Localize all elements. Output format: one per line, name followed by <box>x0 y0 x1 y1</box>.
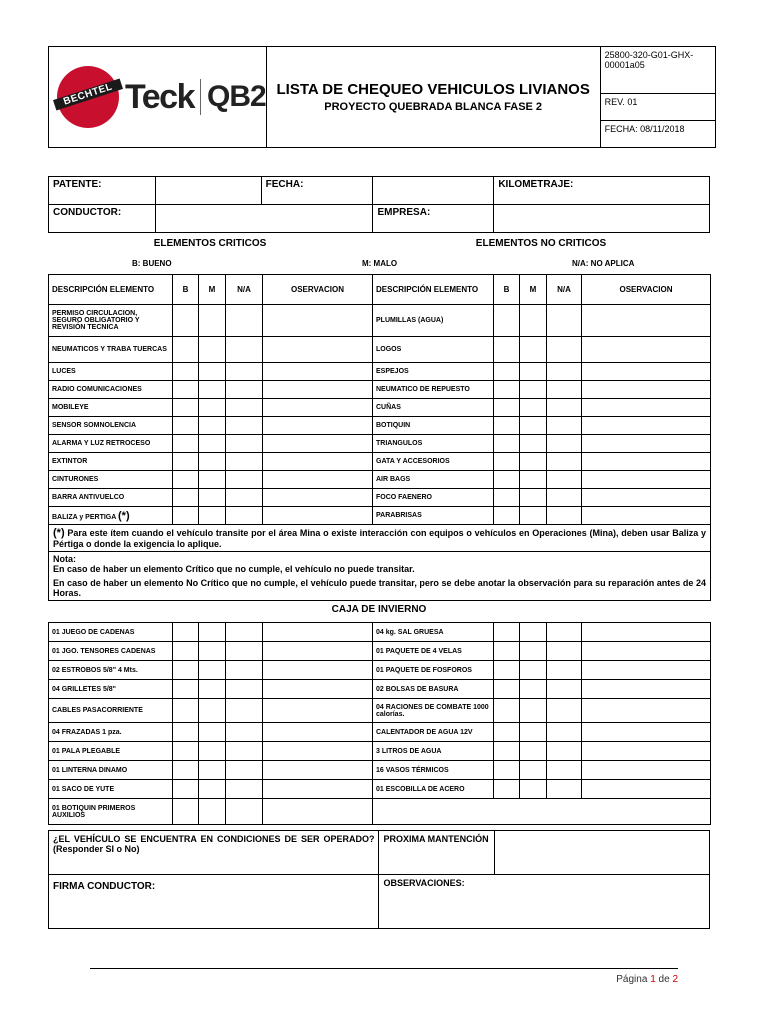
winter-item: 01 PAQUETE DE 4 VELAS <box>373 642 494 661</box>
check-m[interactable] <box>520 507 547 525</box>
proxima-mantencion-label: PROXIMA MANTENCIÓN <box>379 831 495 875</box>
noncritical-item: PARABRISAS <box>373 507 494 525</box>
obs-field[interactable] <box>263 399 373 417</box>
obs-field[interactable] <box>263 761 373 780</box>
check-na[interactable] <box>226 699 263 723</box>
check-m[interactable] <box>199 399 226 417</box>
check-na[interactable] <box>226 799 263 825</box>
check-b[interactable] <box>173 363 199 381</box>
check-b[interactable] <box>173 623 199 642</box>
firma-conductor-label: FIRMA CONDUCTOR: <box>53 881 156 892</box>
col-b: B <box>494 275 520 305</box>
check-b[interactable] <box>494 305 520 337</box>
obs-field[interactable] <box>263 680 373 699</box>
check-b[interactable] <box>494 399 520 417</box>
logo-divider <box>200 79 201 115</box>
table-row <box>49 723 711 742</box>
check-b[interactable] <box>494 417 520 435</box>
check-m[interactable] <box>199 381 226 399</box>
check-na[interactable] <box>547 453 582 471</box>
check-b[interactable] <box>494 489 520 507</box>
table-row <box>49 799 711 825</box>
check-b[interactable] <box>494 680 520 699</box>
obs-field[interactable] <box>582 642 711 661</box>
check-m[interactable] <box>199 507 226 525</box>
check-m[interactable] <box>520 642 547 661</box>
critical-item: LUCES <box>49 363 173 381</box>
obs-field[interactable] <box>263 471 373 489</box>
table-row <box>49 453 711 471</box>
noncritical-item: FOCO FAENERO <box>373 489 494 507</box>
check-b[interactable] <box>173 699 199 723</box>
obs-field[interactable] <box>582 453 711 471</box>
conductor-label: CONDUCTOR: <box>49 205 156 233</box>
check-m[interactable] <box>199 337 226 363</box>
critical-star-mark: (*) <box>118 509 130 522</box>
check-m[interactable] <box>520 661 547 680</box>
check-b[interactable] <box>173 337 199 363</box>
check-m[interactable] <box>520 399 547 417</box>
check-m[interactable] <box>199 363 226 381</box>
doc-code: 25800-320-G01-GHX-00001a05 <box>600 47 715 94</box>
check-m[interactable] <box>199 780 226 799</box>
obs-field[interactable] <box>263 417 373 435</box>
noncritical-item: TRIANGULOS <box>373 435 494 453</box>
document-subtitle: PROYECTO QUEBRADA BLANCA FASE 2 <box>324 101 543 113</box>
check-b[interactable] <box>173 489 199 507</box>
table-row <box>49 642 711 661</box>
check-m[interactable] <box>199 661 226 680</box>
check-b[interactable] <box>494 623 520 642</box>
check-b[interactable] <box>173 799 199 825</box>
obs-field[interactable] <box>263 642 373 661</box>
obs-field[interactable] <box>263 623 373 642</box>
winter-item: 04 RACIONES DE COMBATE 1000 calorías. <box>373 699 494 723</box>
obs-field[interactable] <box>263 305 373 337</box>
winter-item: 02 BOLSAS DE BASURA <box>373 680 494 699</box>
obs-field[interactable] <box>263 453 373 471</box>
check-m[interactable] <box>199 305 226 337</box>
nota-block <box>49 552 711 601</box>
check-m[interactable] <box>520 742 547 761</box>
obs-field[interactable] <box>263 337 373 363</box>
col-obs: OSERVACION <box>263 275 373 305</box>
table-row <box>49 699 711 723</box>
obs-field[interactable] <box>582 507 711 525</box>
table-row <box>49 435 711 453</box>
check-b[interactable] <box>173 453 199 471</box>
obs-field[interactable] <box>582 661 711 680</box>
winter-item: 01 PAQUETE DE FOSFOROS <box>373 661 494 680</box>
obs-field[interactable] <box>263 723 373 742</box>
check-na[interactable] <box>226 507 263 525</box>
winter-item: 01 JGO. TENSORES CADENAS <box>49 642 173 661</box>
check-na[interactable] <box>226 363 263 381</box>
obs-field[interactable] <box>582 723 711 742</box>
table-row <box>49 305 711 337</box>
check-b[interactable] <box>494 699 520 723</box>
check-na[interactable] <box>547 381 582 399</box>
check-b[interactable] <box>494 661 520 680</box>
critical-item: CINTURONES <box>49 471 173 489</box>
obs-field[interactable] <box>263 381 373 399</box>
noncritical-item: AIR BAGS <box>373 471 494 489</box>
winter-item-empty <box>373 799 711 825</box>
no-criticos-heading: ELEMENTOS NO CRITICOS <box>475 238 607 249</box>
check-na[interactable] <box>547 699 582 723</box>
check-na[interactable] <box>547 507 582 525</box>
check-m[interactable] <box>199 761 226 780</box>
check-na[interactable] <box>547 305 582 337</box>
critical-item: EXTINTOR <box>49 453 173 471</box>
winter-item: 01 ESCOBILLA DE ACERO <box>373 780 494 799</box>
winter-item: 01 SACO DE YUTE <box>49 780 173 799</box>
table-row <box>49 780 711 799</box>
table-row <box>49 661 711 680</box>
fecha-label: FECHA: <box>261 177 373 205</box>
check-b[interactable] <box>173 381 199 399</box>
proxima-mantencion-field[interactable] <box>495 831 710 875</box>
check-na[interactable] <box>547 417 582 435</box>
kilometraje-field[interactable] <box>494 177 710 205</box>
noncritical-item: LOGOS <box>373 337 494 363</box>
check-m[interactable] <box>520 363 547 381</box>
check-na[interactable] <box>226 623 263 642</box>
check-b[interactable] <box>494 742 520 761</box>
patente-label: PATENTE: <box>49 177 156 205</box>
check-m[interactable] <box>520 680 547 699</box>
critical-item: MOBILEYE <box>49 399 173 417</box>
check-na[interactable] <box>547 761 582 780</box>
check-na[interactable] <box>226 471 263 489</box>
winter-item: 01 JUEGO DE CADENAS <box>49 623 173 642</box>
table-row <box>49 337 711 363</box>
nota-2: En caso de haber un elemento No Crítico que no cumple, el vehículo puede transitar, pero se debe anotar la observación para su reparación antes de 24 Horas. <box>53 578 706 598</box>
col-obs: OSERVACION <box>582 275 711 305</box>
check-b[interactable] <box>494 761 520 780</box>
observaciones-field[interactable] <box>379 875 710 929</box>
obs-field[interactable] <box>263 799 373 825</box>
document-header <box>48 46 716 148</box>
noncritical-item: BOTIQUIN <box>373 417 494 435</box>
check-b[interactable] <box>173 742 199 761</box>
winter-item: 3 LITROS DE AGUA <box>373 742 494 761</box>
check-m[interactable] <box>520 417 547 435</box>
obs-field[interactable] <box>263 742 373 761</box>
logo-area <box>49 47 267 148</box>
table-row <box>49 742 711 761</box>
check-na[interactable] <box>226 337 263 363</box>
check-m[interactable] <box>520 381 547 399</box>
obs-field[interactable] <box>582 399 711 417</box>
critical-item: PERMISO CIRCULACION, SEGURO OBLIGATORIO Y REVISIÓN TECNICA <box>49 305 173 337</box>
check-m[interactable] <box>199 471 226 489</box>
winter-item: CABLES PASACORRIENTE <box>49 699 173 723</box>
firma-conductor-field[interactable] <box>49 875 379 929</box>
noncritical-item: PLUMILLAS (AGUA) <box>373 305 494 337</box>
check-na[interactable] <box>547 623 582 642</box>
check-m[interactable] <box>199 642 226 661</box>
check-m[interactable] <box>199 799 226 825</box>
check-na[interactable] <box>226 661 263 680</box>
winter-item: 02 ESTROBOS 5/8" 4 Mts. <box>49 661 173 680</box>
winter-item: 01 PALA PLEGABLE <box>49 742 173 761</box>
winter-item: 01 LINTERNA DINAMO <box>49 761 173 780</box>
col-m: M <box>520 275 547 305</box>
check-m[interactable] <box>520 761 547 780</box>
check-m[interactable] <box>520 337 547 363</box>
check-na[interactable] <box>547 680 582 699</box>
check-b[interactable] <box>494 363 520 381</box>
table-row <box>49 381 711 399</box>
check-na[interactable] <box>226 680 263 699</box>
check-m[interactable] <box>520 471 547 489</box>
obs-field[interactable] <box>263 507 373 525</box>
critical-item: ALARMA Y LUZ RETROCESO <box>49 435 173 453</box>
check-m[interactable] <box>199 417 226 435</box>
empresa-field[interactable] <box>494 205 710 233</box>
qb2-logo: QB2 <box>206 80 266 113</box>
obs-field[interactable] <box>582 337 711 363</box>
critical-item: BALIZA y PERTIGA (*) <box>49 507 173 525</box>
check-na[interactable] <box>226 417 263 435</box>
obs-field[interactable] <box>263 435 373 453</box>
table-row <box>49 399 711 417</box>
check-b[interactable] <box>494 337 520 363</box>
obs-field[interactable] <box>263 363 373 381</box>
check-b[interactable] <box>173 417 199 435</box>
check-b[interactable] <box>173 642 199 661</box>
col-desc: DESCRIPCIÓN ELEMENTO <box>373 275 494 305</box>
noncritical-item: ESPEJOS <box>373 363 494 381</box>
noncritical-item: GATA Y ACCESORIOS <box>373 453 494 471</box>
star-note-row <box>49 525 711 552</box>
observaciones-label: OBSERVACIONES: <box>383 878 465 888</box>
conductor-field[interactable] <box>155 205 373 233</box>
check-na[interactable] <box>547 363 582 381</box>
check-na[interactable] <box>547 435 582 453</box>
check-m[interactable] <box>199 453 226 471</box>
winter-item: 04 GRILLETES 5/8" <box>49 680 173 699</box>
check-na[interactable] <box>226 723 263 742</box>
nota-row <box>49 552 711 601</box>
check-b[interactable] <box>173 680 199 699</box>
bechtel-logo: BECHTEL <box>57 66 119 128</box>
obs-field[interactable] <box>582 699 711 723</box>
check-na[interactable] <box>226 381 263 399</box>
obs-field[interactable] <box>582 761 711 780</box>
kilometraje-label: KILOMETRAJE: <box>498 179 574 190</box>
revision: REV. 01 <box>600 93 715 120</box>
check-b[interactable] <box>494 453 520 471</box>
check-b[interactable] <box>173 761 199 780</box>
legend-bueno: B: BUENO <box>132 259 172 268</box>
check-na[interactable] <box>226 742 263 761</box>
check-na[interactable] <box>547 742 582 761</box>
check-na[interactable] <box>547 471 582 489</box>
check-b[interactable] <box>494 723 520 742</box>
col-m: M <box>199 275 226 305</box>
col-na: N/A <box>226 275 263 305</box>
fecha-field[interactable] <box>373 177 494 205</box>
table-row <box>49 507 711 525</box>
check-m[interactable] <box>520 453 547 471</box>
table-row <box>49 489 711 507</box>
check-na[interactable] <box>226 642 263 661</box>
check-b[interactable] <box>173 471 199 489</box>
document-title: LISTA DE CHEQUEO VEHICULOS LIVIANOS <box>276 81 590 98</box>
check-m[interactable] <box>199 699 226 723</box>
obs-field[interactable] <box>263 489 373 507</box>
operation-table <box>48 830 710 929</box>
legend-malo: M: MALO <box>362 259 398 268</box>
col-b: B <box>173 275 199 305</box>
check-m[interactable] <box>520 723 547 742</box>
winter-item: 04 kg. SAL GRUESA <box>373 623 494 642</box>
noncritical-item: CUÑAS <box>373 399 494 417</box>
winter-item: 04 FRAZADAS 1 pza. <box>49 723 173 742</box>
check-b[interactable] <box>173 661 199 680</box>
critical-item: NEUMATICOS Y TRABA TUERCAS <box>49 337 173 363</box>
page-number: Página 1 de 2 <box>616 974 678 985</box>
legend-na: N/A: NO APLICA <box>572 259 635 268</box>
obs-field[interactable] <box>582 489 711 507</box>
check-b[interactable] <box>173 305 199 337</box>
check-m[interactable] <box>199 435 226 453</box>
critical-item: SENSOR SOMNOLENCIA <box>49 417 173 435</box>
winter-box-table <box>48 622 711 825</box>
critical-item: RADIO COMUNICACIONES <box>49 381 173 399</box>
check-m[interactable] <box>520 699 547 723</box>
obs-field[interactable] <box>263 661 373 680</box>
star-note: (*) Para este ítem cuando el vehículo transite por el área Mina o existe interacción con equipos o vehículos en Operaciones (Mina), deben usar Baliza y Pértiga o donde la exigencia lo aplique. <box>49 525 711 552</box>
check-na[interactable] <box>547 661 582 680</box>
check-b[interactable] <box>494 435 520 453</box>
obs-field[interactable] <box>263 780 373 799</box>
check-b[interactable] <box>494 471 520 489</box>
check-na[interactable] <box>547 337 582 363</box>
table-row <box>49 363 711 381</box>
check-b[interactable] <box>173 723 199 742</box>
check-na[interactable] <box>226 305 263 337</box>
caja-invierno-heading: CAJA DE INVIERNO <box>331 604 427 615</box>
footer-rule <box>90 968 678 969</box>
check-na[interactable] <box>226 761 263 780</box>
winter-item: 16 VASOS TÉRMICOS <box>373 761 494 780</box>
check-na[interactable] <box>547 780 582 799</box>
obs-field[interactable] <box>582 305 711 337</box>
noncritical-item: NEUMATICO DE REPUESTO <box>373 381 494 399</box>
table-row <box>49 680 711 699</box>
obs-field[interactable] <box>582 780 711 799</box>
check-m[interactable] <box>520 435 547 453</box>
table-row <box>49 471 711 489</box>
table-row <box>49 623 711 642</box>
check-b[interactable] <box>494 507 520 525</box>
check-na[interactable] <box>226 399 263 417</box>
check-m[interactable] <box>199 723 226 742</box>
critical-item: BARRA ANTIVUELCO <box>49 489 173 507</box>
check-na[interactable] <box>226 435 263 453</box>
teck-logo: Teck <box>125 77 194 116</box>
obs-field[interactable] <box>263 699 373 723</box>
winter-item: 01 BOTIQUIN PRIMEROS AUXILIOS <box>49 799 173 825</box>
vehicle-info-table <box>48 176 710 233</box>
table-row <box>49 417 711 435</box>
check-m[interactable] <box>199 623 226 642</box>
check-b[interactable] <box>173 780 199 799</box>
col-desc: DESCRIPCIÓN ELEMENTO <box>49 275 173 305</box>
table-row <box>49 761 711 780</box>
check-b[interactable] <box>173 507 199 525</box>
check-na[interactable] <box>547 489 582 507</box>
empresa-label: EMPRESA: <box>373 205 494 233</box>
check-b[interactable] <box>494 780 520 799</box>
check-na[interactable] <box>226 780 263 799</box>
check-m[interactable] <box>520 780 547 799</box>
col-na: N/A <box>547 275 582 305</box>
check-b[interactable] <box>173 399 199 417</box>
check-na[interactable] <box>226 489 263 507</box>
obs-field[interactable] <box>582 471 711 489</box>
check-m[interactable] <box>520 489 547 507</box>
checklist-header-row <box>49 275 711 305</box>
check-na[interactable] <box>547 723 582 742</box>
obs-field[interactable] <box>582 623 711 642</box>
check-na[interactable] <box>547 399 582 417</box>
check-m[interactable] <box>199 680 226 699</box>
check-m[interactable] <box>520 305 547 337</box>
obs-field[interactable] <box>582 435 711 453</box>
patente-field[interactable] <box>155 177 261 205</box>
check-m[interactable] <box>199 742 226 761</box>
nota-1: En caso de haber un elemento Crítico que no cumple, el vehículo no puede transitar. <box>53 564 415 574</box>
obs-field[interactable] <box>582 680 711 699</box>
check-b[interactable] <box>173 435 199 453</box>
obs-field[interactable] <box>582 742 711 761</box>
title-block <box>266 47 600 148</box>
criticos-heading: ELEMENTOS CRITICOS <box>153 238 267 249</box>
doc-date: FECHA: 08/11/2018 <box>600 120 715 147</box>
check-b[interactable] <box>494 381 520 399</box>
check-b[interactable] <box>494 642 520 661</box>
check-na[interactable] <box>547 642 582 661</box>
winter-item: CALENTADOR DE AGUA 12V <box>373 723 494 742</box>
check-na[interactable] <box>226 453 263 471</box>
obs-field[interactable] <box>582 363 711 381</box>
check-m[interactable] <box>199 489 226 507</box>
operable-question: ¿EL VEHÍCULO SE ENCUENTRA EN CONDICIONES DE SER OPERADO? (Responder SI o No) <box>49 831 379 875</box>
check-m[interactable] <box>520 623 547 642</box>
obs-field[interactable] <box>582 417 711 435</box>
nota-label: Nota: <box>53 554 76 564</box>
checklist-table <box>48 274 711 601</box>
obs-field[interactable] <box>582 381 711 399</box>
